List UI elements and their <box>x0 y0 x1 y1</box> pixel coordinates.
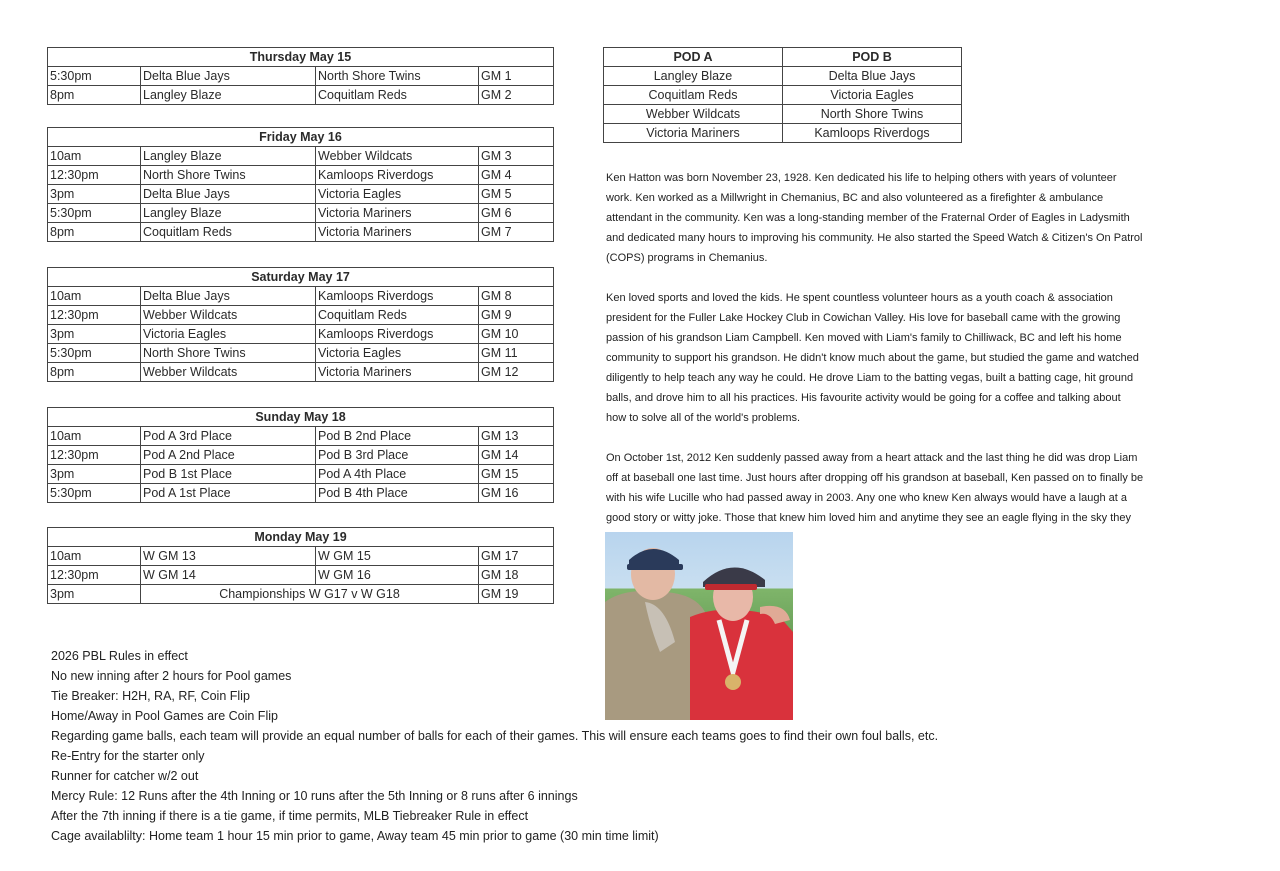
table-row <box>48 86 554 105</box>
team-home: Delta Blue Jays <box>141 185 316 204</box>
game-time: 3pm <box>48 465 141 484</box>
team-away: North Shore Twins <box>316 67 479 86</box>
game-time: 5:30pm <box>48 204 141 223</box>
schedule-table-saturday <box>47 267 554 382</box>
team-away: Victoria Eagles <box>316 344 479 363</box>
day-title: Monday May 19 <box>48 528 554 547</box>
bio-line: Ken loved sports and loved the kids. He spent countless volunteer hours as a youth coach & association <box>606 292 1113 304</box>
team-away: Coquitlam Reds <box>316 306 479 325</box>
bio-line: president for the Fuller Lake Hockey Club in Cowichan Valley. His love for baseball came with the growing <box>606 312 1121 324</box>
team-home: North Shore Twins <box>141 344 316 363</box>
game-number: GM 13 <box>479 427 554 446</box>
table-row <box>48 223 554 242</box>
table-row <box>48 566 554 585</box>
bio-line: work. Ken worked as a Millwright in Chemanius, BC and also volunteered as a firefighter & ambulance <box>606 192 1104 204</box>
pod-a-team: Coquitlam Reds <box>604 86 783 105</box>
team-home: Pod A 1st Place <box>141 484 316 503</box>
team-away: Webber Wildcats <box>316 147 479 166</box>
team-away: Pod B 4th Place <box>316 484 479 503</box>
game-number: GM 14 <box>479 446 554 465</box>
team-away: Kamloops Riverdogs <box>316 287 479 306</box>
pod-b-team: Victoria Eagles <box>783 86 962 105</box>
rule-item: After the 7th inning if there is a tie game, if time permits, MLB Tiebreaker Rule in effect <box>51 809 529 823</box>
table-row <box>48 166 554 185</box>
game-number: GM 9 <box>479 306 554 325</box>
table-row <box>48 484 554 503</box>
team-away: Pod B 3rd Place <box>316 446 479 465</box>
championship-matchup: Championships W G17 v W G18 <box>141 585 479 604</box>
game-time: 5:30pm <box>48 344 141 363</box>
table-row <box>48 325 554 344</box>
table-row <box>48 363 554 382</box>
bio-line: and dedicated many hours to improving his community. He also started the Speed Watch & Citizen's On Patrol <box>606 232 1143 244</box>
game-time: 10am <box>48 287 141 306</box>
game-time: 8pm <box>48 223 141 242</box>
game-number: GM 1 <box>479 67 554 86</box>
bio-line: attendant in the community. Ken was a long-standing member of the Fraternal Order of Eagles in Ladysmith <box>606 212 1130 224</box>
bio-line: diligently to help teach any way he could. He drove Liam to the batting vegas, built a batting cage, hit ground <box>606 372 1134 384</box>
table-row <box>604 105 962 124</box>
bio-line: with his wife Lucille who had passed away in 2003. Any one who knew Ken always would have a laugh at a <box>606 492 1127 504</box>
team-home: Langley Blaze <box>141 204 316 223</box>
pod-b-team: Delta Blue Jays <box>783 67 962 86</box>
table-row <box>48 185 554 204</box>
team-home: Webber Wildcats <box>141 363 316 382</box>
game-number: GM 3 <box>479 147 554 166</box>
team-home: Pod B 1st Place <box>141 465 316 484</box>
team-home: W GM 14 <box>141 566 316 585</box>
team-home: Delta Blue Jays <box>141 67 316 86</box>
team-away: Kamloops Riverdogs <box>316 325 479 344</box>
schedule-table-monday <box>47 527 554 604</box>
schedule-table-thursday <box>47 47 554 105</box>
game-number: GM 10 <box>479 325 554 344</box>
bio-line: how to solve all of the world's problems. <box>606 412 801 424</box>
game-number: GM 16 <box>479 484 554 503</box>
team-home: Delta Blue Jays <box>141 287 316 306</box>
rule-item: Tie Breaker: H2H, RA, RF, Coin Flip <box>51 689 250 703</box>
pod-b-header: POD B <box>783 48 962 67</box>
game-number: GM 12 <box>479 363 554 382</box>
day-title: Saturday May 17 <box>48 268 554 287</box>
table-row <box>48 306 554 325</box>
rule-item: Cage availablilty: Home team 1 hour 15 min prior to game, Away team 45 min prior to game (30 min time limit) <box>51 829 659 843</box>
bio-paragraph-1 <box>606 168 1231 268</box>
team-away: Victoria Mariners <box>316 223 479 242</box>
day-title: Thursday May 15 <box>48 48 554 67</box>
team-home: W GM 13 <box>141 547 316 566</box>
team-away: W GM 15 <box>316 547 479 566</box>
rule-item: Re-Entry for the starter only <box>51 749 205 763</box>
team-home: Pod A 2nd Place <box>141 446 316 465</box>
team-home: Langley Blaze <box>141 147 316 166</box>
table-row <box>48 427 554 446</box>
pod-a-team: Langley Blaze <box>604 67 783 86</box>
game-time: 12:30pm <box>48 446 141 465</box>
game-time: 5:30pm <box>48 67 141 86</box>
game-number: GM 6 <box>479 204 554 223</box>
team-home: North Shore Twins <box>141 166 316 185</box>
bio-line: good story or witty joke. Those that knew him loved him and anytime they see an eagle flying in the sky they <box>606 512 1132 524</box>
pod-a-header: POD A <box>604 48 783 67</box>
game-number: GM 7 <box>479 223 554 242</box>
pod-a-team: Victoria Mariners <box>604 124 783 143</box>
game-number: GM 18 <box>479 566 554 585</box>
game-time: 10am <box>48 147 141 166</box>
table-row <box>48 547 554 566</box>
rule-item: No new inning after 2 hours for Pool games <box>51 669 292 683</box>
game-number: GM 5 <box>479 185 554 204</box>
team-away: W GM 16 <box>316 566 479 585</box>
bio-line: off at baseball one last time. Just hours after dropping off his grandson at baseball, Ken passed on to finally be <box>606 472 1144 484</box>
pod-b-team: North Shore Twins <box>783 105 962 124</box>
table-row <box>48 446 554 465</box>
team-away: Coquitlam Reds <box>316 86 479 105</box>
game-number: GM 17 <box>479 547 554 566</box>
rule-item: Regarding game balls, each team will provide an equal number of balls for each of their games. This will ensure each teams goes to find their own foul balls, etc. <box>51 729 939 743</box>
game-number: GM 2 <box>479 86 554 105</box>
game-number: GM 11 <box>479 344 554 363</box>
game-time: 5:30pm <box>48 484 141 503</box>
bio-line: Ken Hatton was born November 23, 1928. Ken dedicated his life to helping others with years of volunteer <box>606 172 1117 184</box>
game-time: 3pm <box>48 585 141 604</box>
game-number: GM 8 <box>479 287 554 306</box>
pod-a-team: Webber Wildcats <box>604 105 783 124</box>
table-row <box>48 147 554 166</box>
table-row <box>48 204 554 223</box>
rule-item: Runner for catcher w/2 out <box>51 769 199 783</box>
bio-line: (COPS) programs in Chemanius. <box>606 252 768 264</box>
table-row <box>604 86 962 105</box>
game-time: 10am <box>48 547 141 566</box>
bio-line: passion of his grandson Liam Campbell. Ken moved with Liam's family to Chilliwack, BC and left his home <box>606 332 1122 344</box>
team-away: Victoria Mariners <box>316 363 479 382</box>
game-time: 12:30pm <box>48 566 141 585</box>
table-row <box>48 67 554 86</box>
game-number: GM 19 <box>479 585 554 604</box>
bio-line: balls, and drove him to all his practices. His favourite activity would be going for a coffee and talking about <box>606 392 1121 404</box>
team-home: Coquitlam Reds <box>141 223 316 242</box>
day-title: Friday May 16 <box>48 128 554 147</box>
game-time: 3pm <box>48 185 141 204</box>
game-time: 8pm <box>48 86 141 105</box>
schedule-table-friday <box>47 127 554 242</box>
game-time: 12:30pm <box>48 306 141 325</box>
pod-b-team: Kamloops Riverdogs <box>783 124 962 143</box>
game-time: 3pm <box>48 325 141 344</box>
bio-paragraph-2 <box>606 288 1231 428</box>
table-row <box>48 344 554 363</box>
game-number: GM 15 <box>479 465 554 484</box>
rule-item: Home/Away in Pool Games are Coin Flip <box>51 709 278 723</box>
team-away: Victoria Eagles <box>316 185 479 204</box>
table-row <box>48 287 554 306</box>
day-title: Sunday May 18 <box>48 408 554 427</box>
pods-table <box>603 47 962 143</box>
rules-list <box>51 646 938 846</box>
game-time: 10am <box>48 427 141 446</box>
schedule-table-sunday <box>47 407 554 503</box>
team-away: Kamloops Riverdogs <box>316 166 479 185</box>
rule-item: 2026 PBL Rules in effect <box>51 649 188 663</box>
team-away: Pod A 4th Place <box>316 465 479 484</box>
team-away: Pod B 2nd Place <box>316 427 479 446</box>
game-time: 8pm <box>48 363 141 382</box>
bio-line: On October 1st, 2012 Ken suddenly passed away from a heart attack and the last thing he did was drop Liam <box>606 452 1138 464</box>
rule-item: Mercy Rule: 12 Runs after the 4th Inning or 10 runs after the 5th Inning or 8 runs after 6 innings <box>51 789 578 803</box>
table-row-championship <box>48 585 554 604</box>
team-home: Victoria Eagles <box>141 325 316 344</box>
game-time: 12:30pm <box>48 166 141 185</box>
game-number: GM 4 <box>479 166 554 185</box>
bio-paragraph-3 <box>606 448 1231 528</box>
team-home: Langley Blaze <box>141 86 316 105</box>
table-row <box>48 465 554 484</box>
team-away: Victoria Mariners <box>316 204 479 223</box>
bio-line: community to support his grandson. He didn't know much about the game, but studied the game and watched <box>606 352 1139 364</box>
table-row <box>604 67 962 86</box>
team-home: Webber Wildcats <box>141 306 316 325</box>
table-row <box>604 124 962 143</box>
team-home: Pod A 3rd Place <box>141 427 316 446</box>
